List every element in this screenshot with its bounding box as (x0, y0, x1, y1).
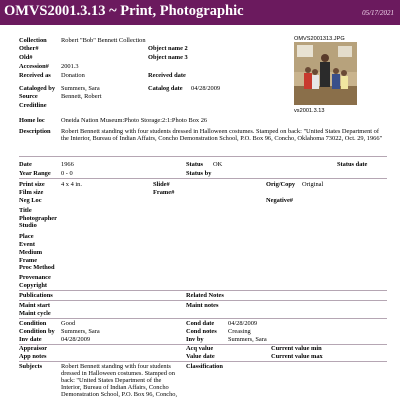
subjects-label: Subjects (19, 363, 43, 370)
year-range-value: 0 - 0 (61, 170, 73, 177)
object-name-2-label: Object name 2 (148, 45, 188, 52)
condition-label: Condition (19, 320, 47, 327)
status-value: OK (213, 161, 223, 168)
catalog-date-label: Catalog date (148, 85, 183, 92)
old-number-label: Old# (19, 54, 33, 61)
cond-notes-label: Cond notes (186, 328, 217, 335)
divider (19, 361, 387, 362)
inv-by-value: Summers, Sara (228, 336, 267, 343)
divider (19, 178, 387, 179)
orig-copy-label: Orig/Copy (266, 181, 296, 188)
copyright-label: Copyright (19, 282, 48, 289)
proc-method-label: Proc Method (19, 264, 55, 271)
divider (19, 290, 387, 291)
studio-label: Studio (19, 222, 37, 229)
condition-value: Good (61, 320, 76, 327)
print-size-value: 4 x 4 in. (61, 181, 82, 188)
received-as-label: Received as (19, 72, 51, 79)
classification-label: Classification (186, 363, 223, 370)
inv-date-label: Inv date (19, 336, 42, 343)
subjects-value: Robert Bennett standing with four students dressed in Halloween costumes. Stamped on back: "United States Department of the Interior, Bureau of Indian Affairs, Concho Demonstration School, P.O. Box 96, Concho, (61, 363, 178, 398)
inv-date-value: 04/28/2009 (61, 336, 91, 343)
year-range-label: Year Range (19, 170, 51, 177)
value-date-label: Value date (186, 353, 215, 360)
current-value-min-label: Current value min (271, 345, 322, 352)
object-name-3-label: Object name 3 (148, 54, 188, 61)
print-size-label: Print size (19, 181, 45, 188)
date-value: 1966 (61, 161, 74, 168)
description-label: Description (19, 128, 51, 135)
place-label: Place (19, 233, 34, 240)
maint-notes-label: Maint notes (186, 302, 219, 309)
app-notes-label: App notes (19, 353, 47, 360)
accession-label: Accession# (19, 63, 49, 70)
accession-value: 2001.3 (61, 63, 79, 70)
negative-number-label: Negative# (266, 197, 293, 204)
divider (19, 318, 387, 319)
cataloged-by-value: Summers, Sara (61, 85, 100, 92)
home-loc-value: Oneida Nation Museum:Photo Storage:2:1:Photo Box 26 (61, 117, 208, 124)
date-label: Date (19, 161, 32, 168)
other-number-label: Other# (19, 45, 39, 52)
publications-label: Publications (19, 292, 53, 299)
header-bar (0, 0, 400, 25)
home-loc-label: Home loc (19, 117, 45, 124)
header-date: 05/17/2021 (362, 9, 394, 17)
neg-loc-label: Neg Loc (19, 197, 42, 204)
current-value-max-label: Current value max (271, 353, 323, 360)
maint-start-label: Maint start (19, 302, 51, 309)
photographer-label: Photographer (19, 215, 57, 222)
source-value: Bennett, Robert (61, 93, 102, 100)
provenance-label: Provenance (19, 274, 51, 281)
maint-cycle-label: Maint cycle (19, 310, 51, 317)
condition-by-label: Condition by (19, 328, 55, 335)
description-value: Robert Bennett standing with four students dressed in Halloween costumes. Stamped on back: "United States Department of the Interior, Bureau of Indian Affairs, Concho Demonstration School, P.O. Box 96, Concho, Oklahoma 73022, Oct. 29, 1966" (61, 128, 383, 142)
catalog-date-value: 04/28/2009 (191, 85, 221, 92)
cond-notes-value: Creasing (228, 328, 251, 335)
page-title: OMVS2001.3.13 ~ Print, Photographic (4, 3, 244, 19)
photo-caption: vs2001.3.13 (294, 108, 325, 114)
inv-by-label: Inv by (186, 336, 204, 343)
appraisor-label: Appraisor (19, 345, 48, 352)
cond-date-label: Cond date (186, 320, 215, 327)
cataloged-by-label: Cataloged by (19, 85, 56, 92)
received-as-value: Donation (61, 72, 85, 79)
creditline-label: Creditline (19, 102, 47, 109)
divider (19, 156, 387, 157)
condition-by-value: Summers, Sara (61, 328, 100, 335)
medium-label: Medium (19, 249, 43, 256)
received-date-label: Received date (148, 72, 186, 79)
collection-value: Robert "Bob" Bennett Collection (61, 37, 146, 44)
status-label: Status (186, 161, 204, 168)
orig-copy-value: Original (302, 181, 324, 188)
event-label: Event (19, 241, 35, 248)
photo-filename: OMVS2001313.JPG (294, 36, 345, 42)
cond-date-value: 04/28/2009 (228, 320, 258, 327)
status-date-label: Status date (337, 161, 368, 168)
frame-label: Frame (19, 257, 38, 264)
related-notes-label: Related Notes (186, 292, 224, 299)
title-label: Title (19, 207, 32, 214)
slide-number-label: Slide# (153, 181, 170, 188)
divider (19, 300, 387, 301)
frame-number-label: Frame# (153, 189, 175, 196)
collection-label: Collection (19, 37, 47, 44)
acq-value-label: Acq value (186, 345, 214, 352)
source-label: Source (19, 93, 38, 100)
photo-thumbnail[interactable] (294, 42, 357, 105)
film-size-label: Film size (19, 189, 44, 196)
status-by-label: Status by (186, 170, 212, 177)
